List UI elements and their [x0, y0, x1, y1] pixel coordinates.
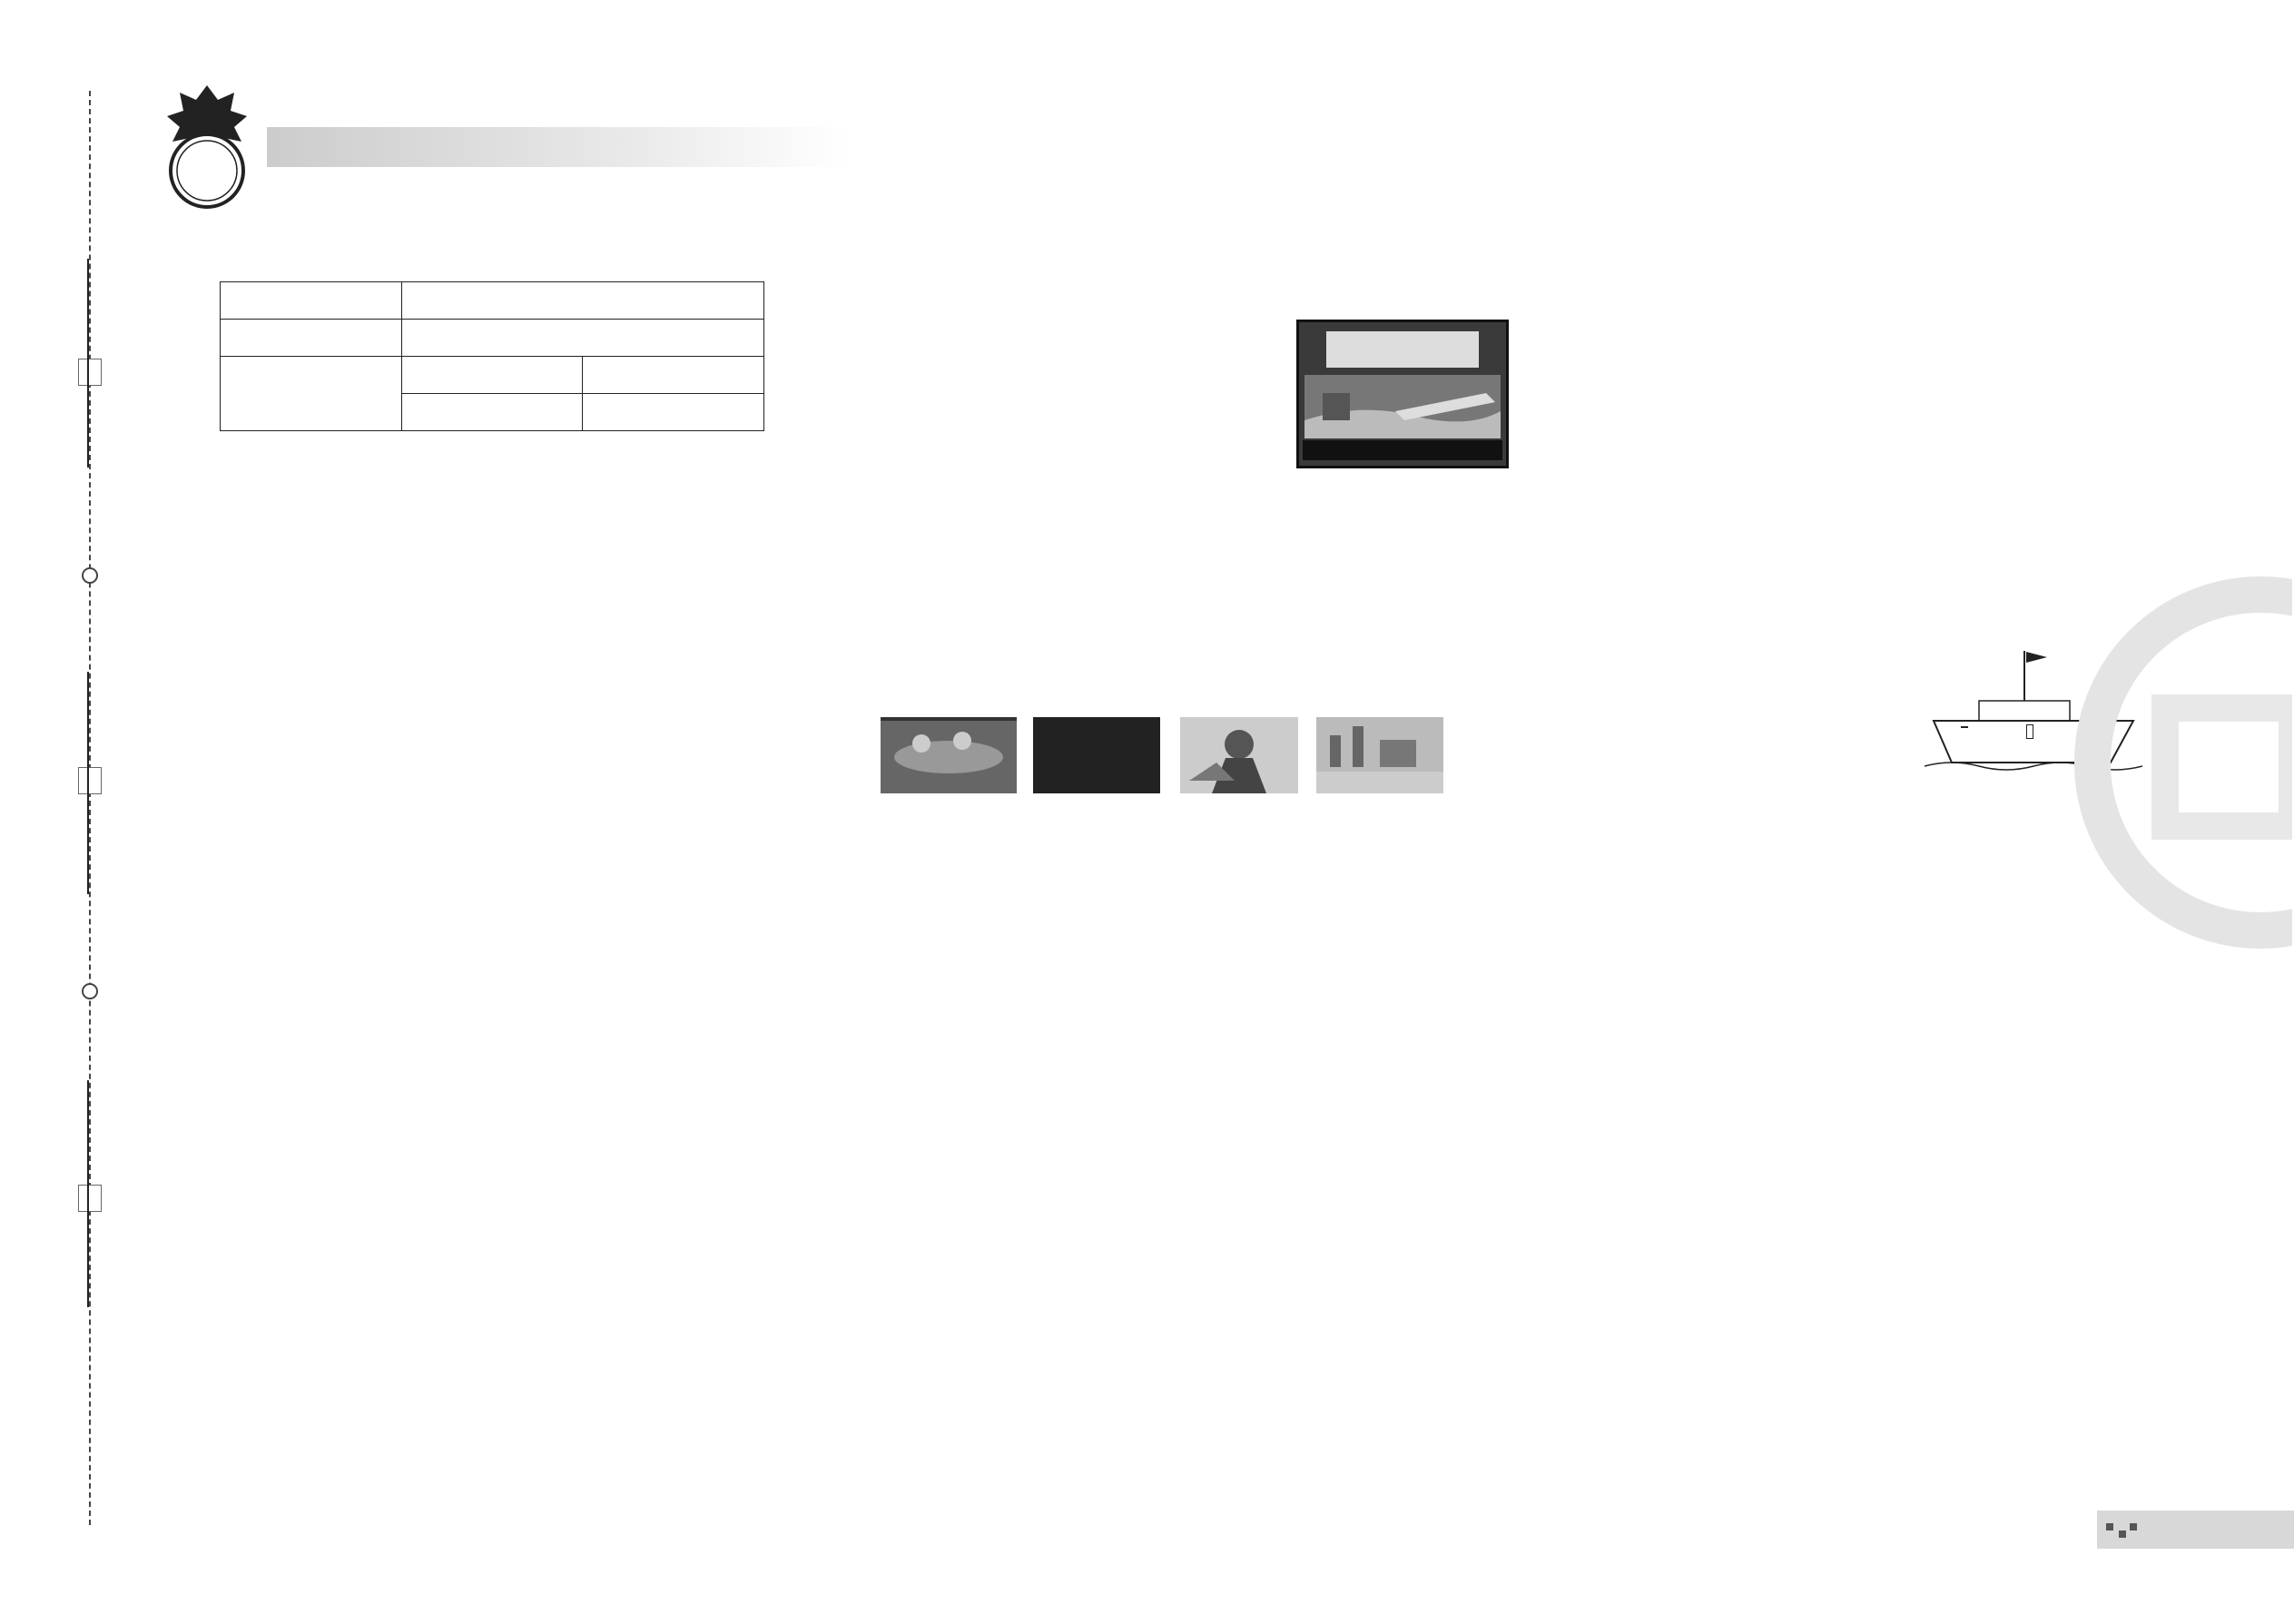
q14-bar-chart: [1563, 211, 2126, 401]
column-1: [162, 276, 853, 437]
table-cell: [221, 282, 402, 320]
poster-a: [881, 717, 1017, 793]
paper-header: [153, 64, 859, 250]
binding-hole-1: [82, 567, 98, 584]
badge-square: [2130, 1523, 2137, 1530]
q8-image-caption: [1303, 440, 1502, 460]
badge-square: [2119, 1530, 2126, 1538]
cartoon-reform-label: [1961, 726, 1968, 728]
table-cell: [221, 320, 402, 357]
table-cell: [401, 394, 583, 431]
q10-posters: [881, 717, 1498, 835]
logo-icon: [153, 80, 261, 212]
q13-line-chart: [862, 1289, 1507, 1511]
seal-char-3: [78, 1185, 102, 1212]
question-6-table: [220, 281, 764, 431]
poster-b: [1033, 717, 1160, 793]
q8-match-box-image: [1296, 320, 1509, 468]
poster-c: [1180, 717, 1298, 793]
poster-c-icon: [1180, 717, 1298, 793]
cartoon-economy-label: [2026, 724, 2033, 739]
badge-square: [2106, 1523, 2113, 1530]
school-field[interactable]: [87, 259, 89, 468]
seal-char-1: [78, 359, 102, 386]
cut-line: [89, 91, 91, 1525]
table-cell: [401, 282, 763, 320]
q8-scene-icon: [1305, 375, 1501, 438]
watermark-seal-icon: [2074, 572, 2292, 953]
seal-char-2: [78, 767, 102, 794]
table-cell: [401, 320, 763, 357]
class-field[interactable]: [87, 672, 89, 894]
poster-a-icon: [881, 721, 1017, 777]
binding-hole-2: [82, 983, 98, 999]
poster-d: [1316, 717, 1443, 793]
paper-badge: [2097, 1511, 2294, 1549]
binding-strip: [0, 0, 127, 1624]
title-band: [267, 127, 848, 167]
table-cell: [401, 357, 583, 394]
poster-d-icon: [1316, 717, 1443, 772]
table-cell: [583, 357, 764, 394]
name-field[interactable]: [87, 1080, 89, 1307]
q8-image-title: [1326, 331, 1479, 368]
table-cell: [221, 357, 402, 431]
table-cell: [583, 394, 764, 431]
